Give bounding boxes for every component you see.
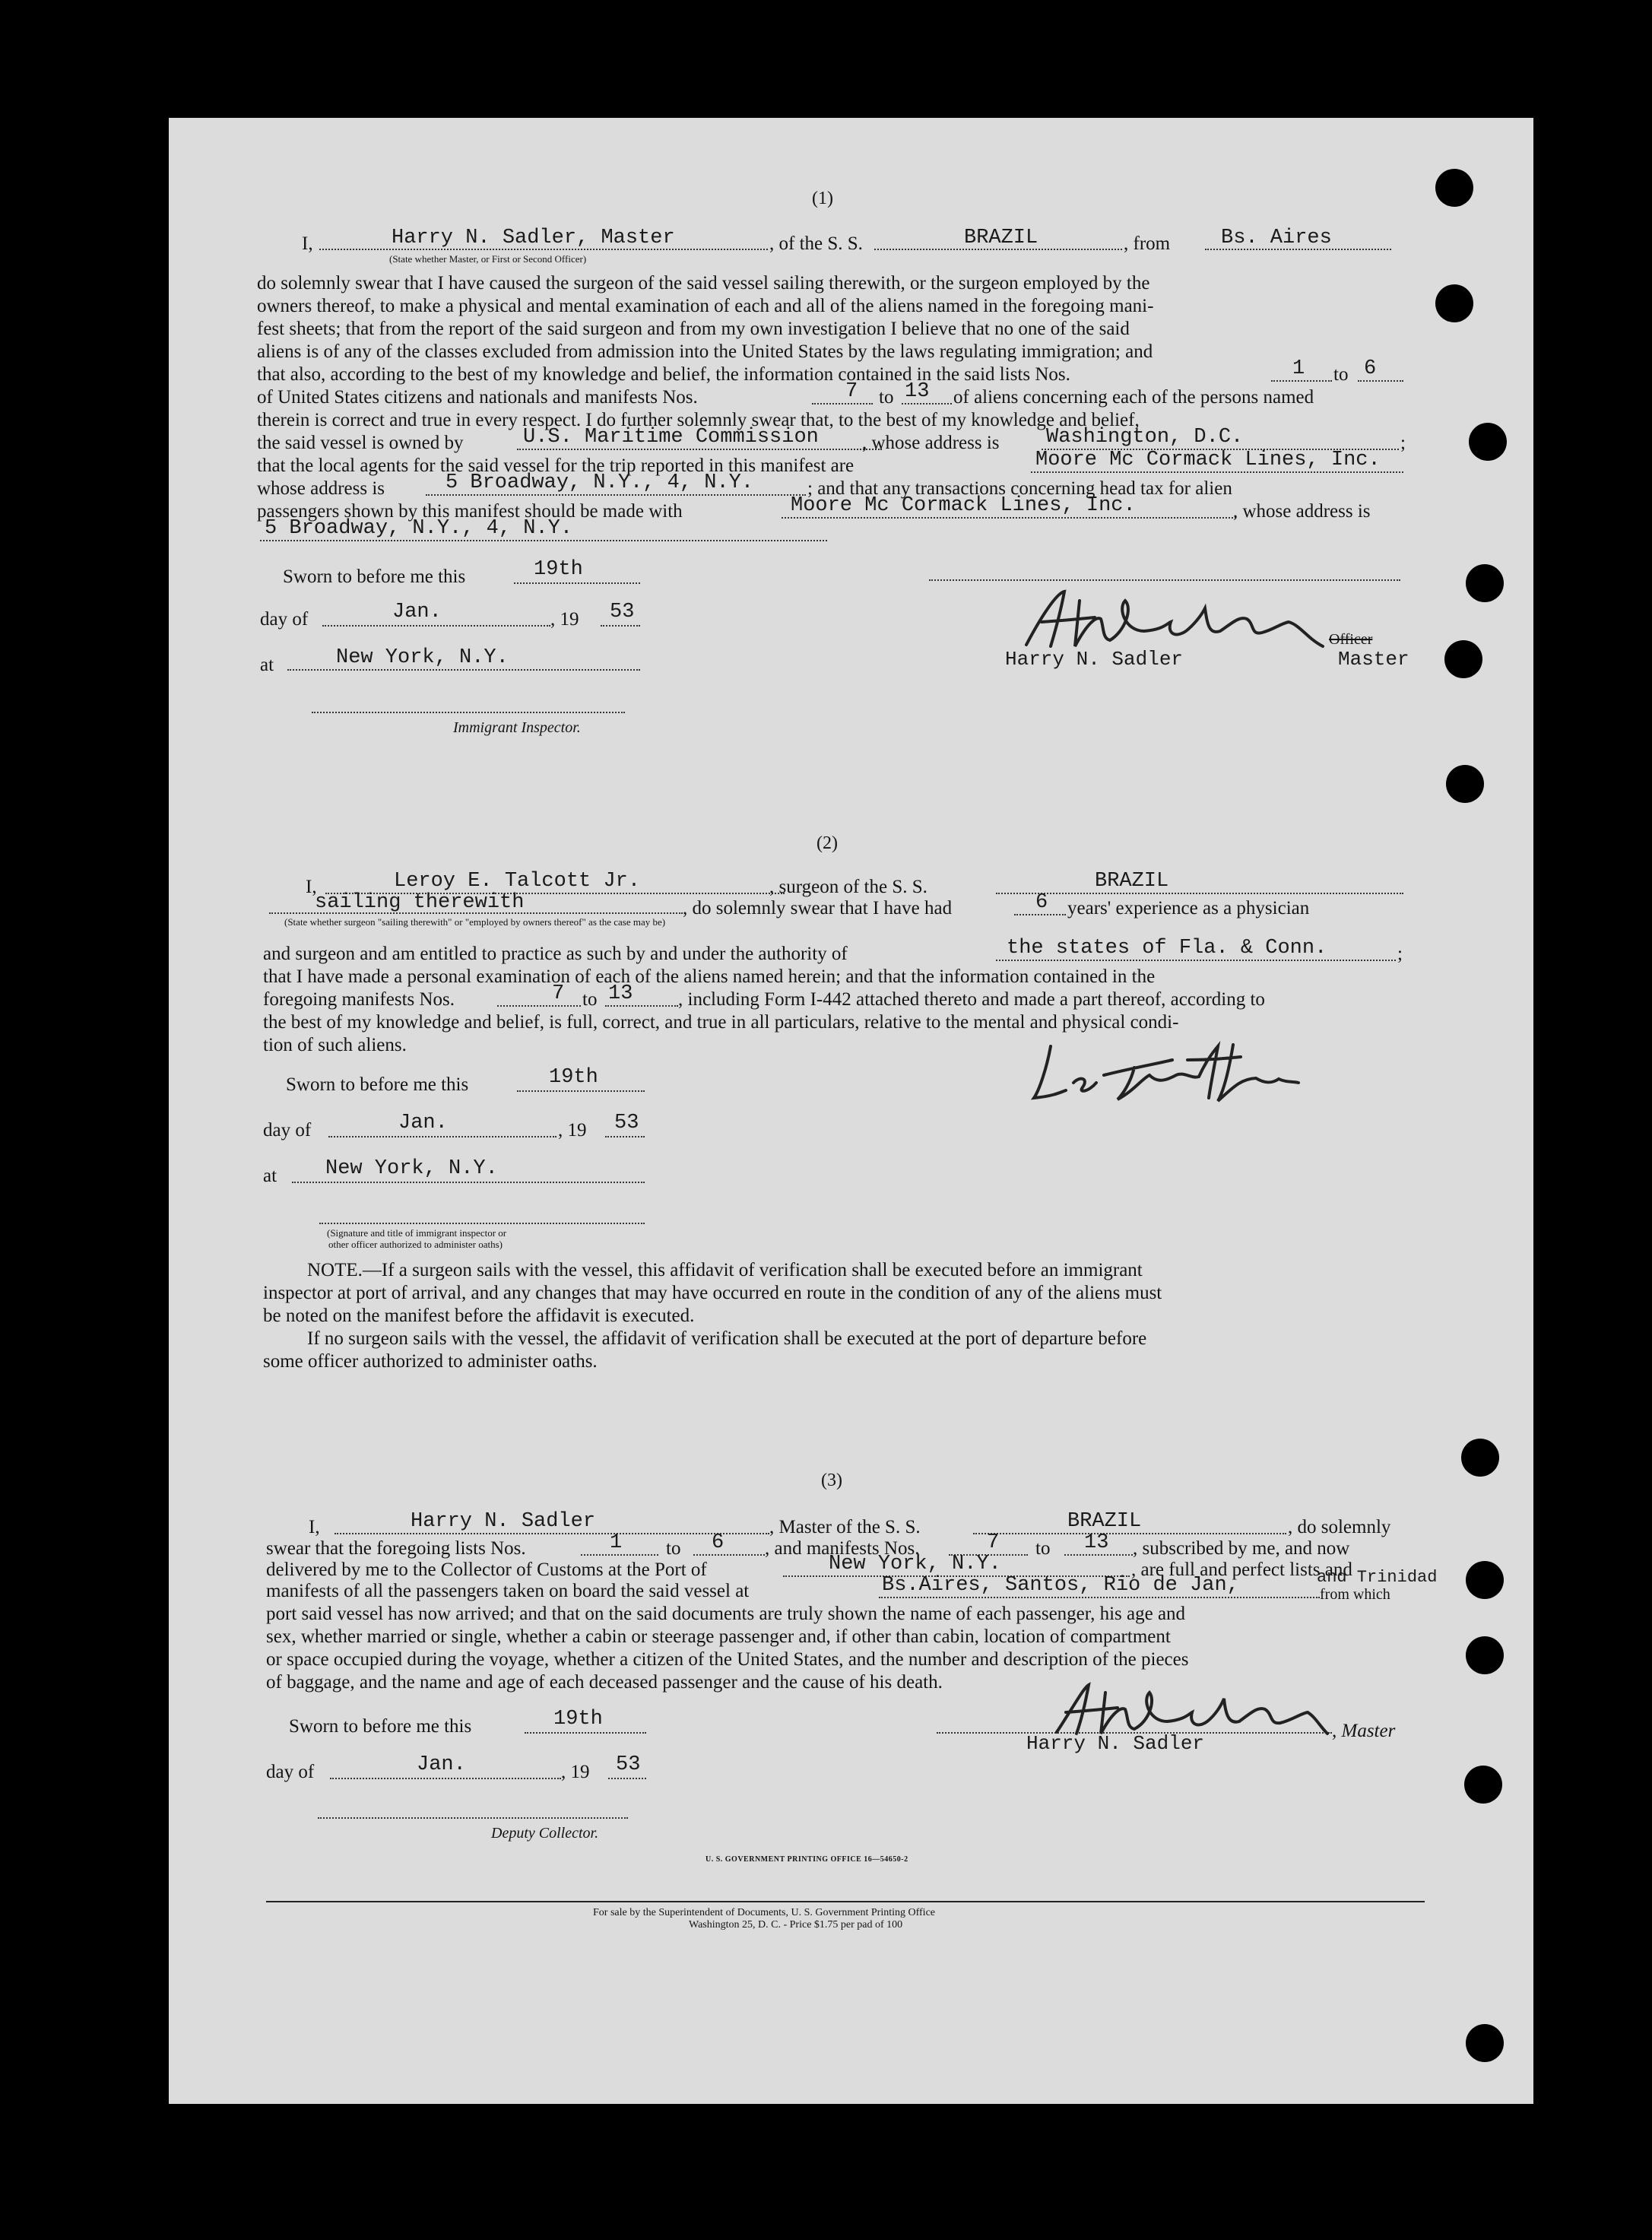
manifests-all-text: manifests of all the passengers taken on board the said vessel at [266, 1581, 750, 1601]
year-prefix: , 19 [550, 609, 579, 630]
lists-from: 1 [610, 1531, 623, 1554]
body-line: port said vessel has now arrived; and that on the said documents are truly shown the name of each passenger, his age and [266, 1604, 1186, 1624]
i-label: I, [302, 233, 313, 254]
body-line: of baggage, and the name and age of each deceased passenger and the cause of his death. [266, 1672, 943, 1693]
body-line: that also, according to the best of my knowledge and belief, the information contained in the said lists Nos. [257, 364, 1070, 385]
manifests-tail: of aliens concerning each of the persons named [953, 387, 1314, 408]
body-line: aliens is of any of the classes excluded from admission into the United States by the laws regulating immigration; and [257, 341, 1153, 362]
sworn-day: 19th [553, 1708, 603, 1731]
sworn-year: 53 [614, 1112, 639, 1134]
solemnly-label: , do solemnly [1288, 1517, 1391, 1537]
to-label: to [1035, 1538, 1051, 1559]
owner-address: Washington, D.C. [1046, 426, 1244, 449]
master-typed-name: Harry N. Sadler [1005, 648, 1184, 671]
manifests-to: 13 [608, 982, 633, 1005]
sailing-note: (State whether surgeon "sailing therewith" or "employed by owners thereof" as the case may be) [284, 916, 666, 928]
head-tax-agent: Moore Mc Cormack Lines, Inc. [791, 494, 1136, 517]
inspector-note: other officer authorized to administer oaths) [328, 1239, 503, 1250]
body-line: do solemnly swear that I have caused the surgeon of the said vessel sailing therewith, or the surgeon employed by the [257, 273, 1150, 293]
master-name: Harry N. Sadler, Master [392, 227, 675, 249]
collector-label: Deputy Collector. [491, 1825, 599, 1842]
lists-to: 6 [712, 1531, 725, 1554]
form-text: , including Form I-442 attached thereto and made a part thereof, according to [678, 989, 1265, 1010]
sailing-status: sailing therewith [315, 891, 525, 914]
year-prefix: , 19 [561, 1762, 590, 1782]
day-of-label: day of [260, 609, 309, 630]
sworn-year: 53 [616, 1753, 641, 1776]
from-which: from which [1320, 1586, 1390, 1603]
licensing-authority: the states of Fla. & Conn. [1007, 937, 1327, 960]
body-line: owners thereof, to make a physical and mental examination of each and all of the aliens named in the foregoing mani- [257, 296, 1154, 316]
body-line: passengers shown by this manifest should be made with [257, 501, 683, 522]
master-title: Master [1338, 648, 1409, 671]
swear-text: , do solemnly swear that I have had [683, 898, 953, 919]
semicolon: ; [1397, 944, 1403, 964]
body-line: the best of my knowledge and belief, is full, correct, and true in all particulars, relative to the mental and physical condi- [263, 1012, 1179, 1033]
manifests-from: 7 [845, 380, 858, 403]
at-label: at [260, 655, 274, 675]
note-line: some officer authorized to administer oaths. [263, 1351, 598, 1372]
semicolon: ; [1400, 433, 1406, 453]
subscribed-text: , subscribed by me, and now [1133, 1538, 1350, 1559]
section-number: (1) [812, 189, 833, 208]
master-label: , Master [1332, 1721, 1396, 1741]
manifests-to: 13 [905, 380, 930, 403]
year-prefix: , 19 [558, 1120, 587, 1141]
section-number: (2) [816, 833, 838, 853]
i-label: I, [306, 877, 317, 897]
note-line: be noted on the manifest before the affidavit is executed. [263, 1306, 695, 1326]
at-label: at [263, 1166, 277, 1186]
gpo-imprint: U. S. GOVERNMENT PRINTING OFFICE 16—54650-2 [706, 1855, 908, 1864]
owner-address-label: , whose address is [862, 433, 1000, 453]
sale-notice: Washington 25, D. C. - Price $1.75 per pad of 100 [689, 1919, 903, 1931]
note-line: If no surgeon sails with the vessel, the affidavit of verification shall be executed at the port of departure before [307, 1328, 1147, 1349]
swear-lists: swear that the foregoing lists Nos. [266, 1538, 526, 1559]
lists-to-label: to [1333, 364, 1349, 385]
sworn-place: New York, N.Y. [336, 646, 509, 669]
body-line: that the local agents for the said vessel for the trip reported in this manifest are [257, 455, 855, 476]
day-of-label: day of [266, 1762, 315, 1782]
ship-name: BRAZIL [1095, 870, 1169, 893]
from-port: Bs. Aires [1221, 227, 1332, 249]
surgeon-of-label: , surgeon of the S. S. [769, 877, 927, 897]
inspector-note: (Signature and title of immigrant inspector or [327, 1227, 507, 1239]
full-perfect-text: , are full and perfect lists and [1131, 1559, 1352, 1580]
body-line: foregoing manifests Nos. [263, 989, 455, 1010]
sworn-month: Jan. [392, 601, 442, 623]
of-ss-label: , of the S. S. [769, 233, 863, 254]
whose-address-label: , whose address is [1233, 501, 1371, 522]
body-line: tion of such aliens. [263, 1035, 407, 1055]
to-label: to [582, 989, 598, 1010]
master-name: Harry N. Sadler [411, 1510, 596, 1533]
i-label: I, [309, 1517, 320, 1537]
sworn-day: 19th [549, 1066, 598, 1089]
body-line: that I have made a personal examination of each of the aliens named herein; and that the information contained in the [263, 966, 1156, 987]
body-line: or space occupied during the voyage, whether a citizen of the United States, and the number and description of the pieces [266, 1649, 1189, 1670]
agents-address: 5 Broadway, N.Y., 4, N.Y. [446, 471, 754, 494]
inspector-label: Immigrant Inspector. [453, 719, 581, 736]
sworn-label: Sworn to before me this [283, 566, 466, 587]
section-number: (3) [821, 1471, 842, 1490]
years-text: years' experience as a physician [1067, 898, 1310, 919]
authority-text: and surgeon and am entitled to practice as such by and under the authority of [263, 944, 848, 964]
ship-name: BRAZIL [1067, 1510, 1142, 1533]
master-of-label: , Master of the S. S. [769, 1517, 921, 1537]
sworn-label: Sworn to before me this [289, 1716, 472, 1737]
sworn-month: Jan. [417, 1753, 466, 1776]
sale-notice: For sale by the Superintendent of Documents, U. S. Government Printing Office [593, 1907, 935, 1918]
years-experience: 6 [1035, 891, 1048, 914]
footer-rule [266, 1901, 1425, 1902]
note-line: inspector at port of arrival, and any changes that may have occurred en route in the condition of any of the aliens must [263, 1283, 1162, 1303]
body-line: therein is correct and true in every respect. I do further solemnly swear that, to the best of my knowledge and belief, [257, 410, 1140, 430]
body-line: the said vessel is owned by [257, 433, 464, 453]
surgeon-name: Leroy E. Talcott Jr. [394, 870, 641, 893]
from-label: , from [1124, 233, 1171, 254]
local-agents: Moore Mc Cormack Lines, Inc. [1035, 449, 1381, 471]
manifests-to-label: to [879, 387, 894, 408]
lists-to: 6 [1364, 357, 1377, 380]
note-line: NOTE.—If a surgeon sails with the vessel, this affidavit of verification shall be executed before an immigrant [307, 1260, 1143, 1280]
and-manifests: , and manifests Nos. [765, 1538, 920, 1559]
arrival-port: New York, N.Y. [829, 1553, 1001, 1575]
sworn-label: Sworn to before me this [286, 1074, 469, 1095]
sworn-month: Jan. [398, 1112, 448, 1134]
body-line: of United States citizens and nationals and manifests Nos. [257, 387, 698, 408]
delivered-text: delivered by me to the Collector of Customs at the Port of [266, 1559, 707, 1580]
struck-title: Officer [1329, 631, 1373, 648]
ports-of-embarkation: Bs.Aires, Santos, Rio de Jan, [882, 1574, 1239, 1597]
sworn-year: 53 [610, 601, 635, 623]
body-line: fest sheets; that from the report of the said surgeon and from my own investigation I believe that no one of the said [257, 319, 1130, 339]
sworn-day: 19th [534, 558, 583, 581]
body-line: whose address is [257, 478, 385, 499]
to-label: to [666, 1538, 681, 1559]
manifests-from: 7 [987, 1531, 1000, 1554]
vessel-owner: U.S. Maritime Commission [523, 426, 819, 449]
body-line: sex, whether married or single, whether a cabin or steerage passenger and, if other than cabin, location of compartment [266, 1626, 1171, 1647]
ship-name: BRAZIL [964, 227, 1038, 249]
head-tax-text: ; and that any transactions concerning head tax for alien [807, 478, 1232, 499]
sworn-place: New York, N.Y. [325, 1157, 498, 1180]
master-typed-name: Harry N. Sadler [1026, 1732, 1205, 1755]
manifests-to: 13 [1084, 1531, 1109, 1554]
master-note: (State whether Master, or First or Second Officer) [389, 253, 587, 265]
ports-extra: and Trinidad [1317, 1568, 1438, 1587]
lists-from: 1 [1292, 357, 1305, 380]
head-tax-address: 5 Broadway, N.Y., 4, N.Y. [265, 517, 573, 540]
day-of-label: day of [263, 1120, 312, 1141]
manifests-from: 7 [552, 982, 565, 1005]
